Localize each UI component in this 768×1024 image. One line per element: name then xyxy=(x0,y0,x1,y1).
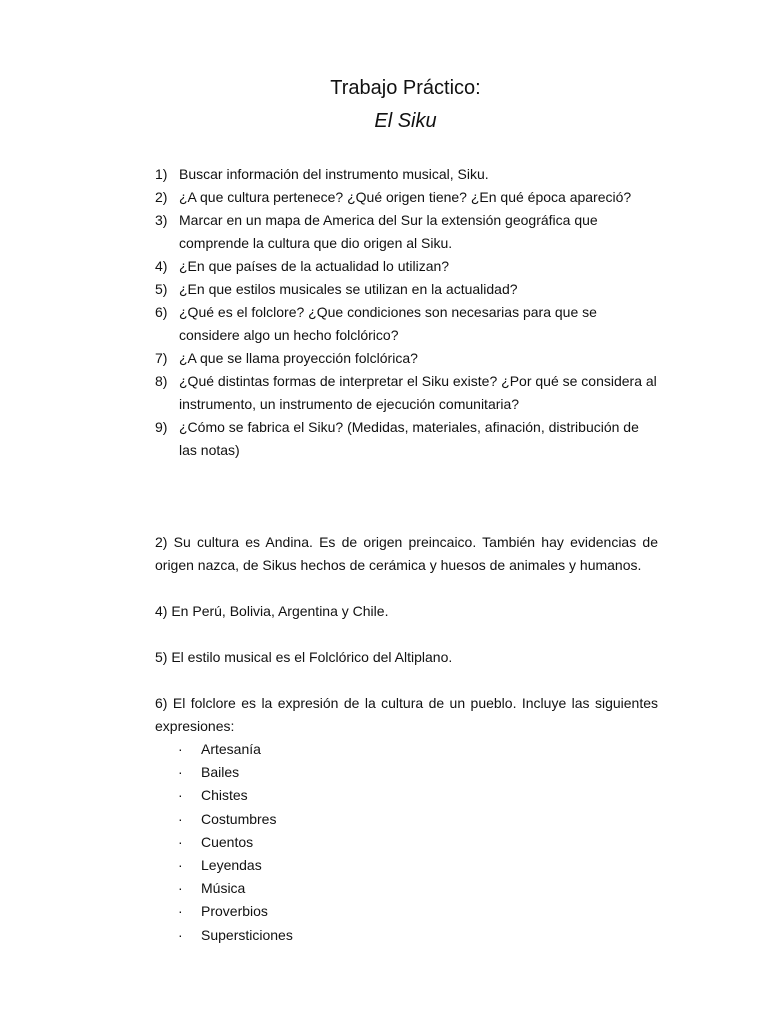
question-item xyxy=(155,255,660,278)
list-item-text: Cuentos xyxy=(201,833,254,850)
question-item xyxy=(155,186,660,209)
bullet-icon: · xyxy=(178,833,183,850)
question-number: 6) xyxy=(155,304,168,320)
list-item xyxy=(155,808,658,831)
bullet-icon: · xyxy=(178,764,183,781)
list-item-text: Costumbres xyxy=(201,810,277,827)
question-text: ¿En que estilos musicales se utilizan en la actualidad? xyxy=(179,281,518,297)
question-item xyxy=(155,301,660,347)
bullet-icon: · xyxy=(178,926,183,943)
list-item xyxy=(155,900,658,923)
list-item-text: Bailes xyxy=(201,764,240,781)
list-item-text: Proverbios xyxy=(201,903,268,920)
bullet-icon: · xyxy=(178,787,183,804)
question-text: ¿A que cultura pertenece? ¿Qué origen tiene? ¿En qué época apareció? xyxy=(179,189,632,205)
list-item-text: Supersticiones xyxy=(201,926,293,943)
question-text: Marcar en un mapa de America del Sur la extensión geográfica que comprende la cultura que dio origen al Siku. xyxy=(179,212,598,251)
question-text: ¿Qué distintas formas de interpretar el Siku existe? ¿Por qué se considera al instrumento, un instrumento de ejecución comunitaria? xyxy=(179,373,657,412)
question-item xyxy=(155,416,660,462)
question-number: 5) xyxy=(155,281,168,297)
question-number: 8) xyxy=(155,373,168,389)
document-title: Trabajo Práctico: xyxy=(330,77,481,99)
list-item xyxy=(155,854,658,877)
bullet-icon: · xyxy=(178,857,183,874)
list-item-text: Chistes xyxy=(201,787,248,804)
question-number: 2) xyxy=(155,189,168,205)
question-text: ¿Qué es el folclore? ¿Que condiciones son necesarias para que se considere algo un hecho folclórico? xyxy=(179,304,597,343)
folklore-expressions-list xyxy=(155,738,658,947)
answer-2: 2) Su cultura es Andina. Es de origen preincaico. También hay evidencias de origen nazca, de Sikus hechos de cerámica y huesos de animales y humanos. xyxy=(155,534,658,573)
answer-6: 6) El folclore es la expresión de la cultura de un pueblo. Incluye las siguientes expresiones: xyxy=(155,695,658,734)
list-item xyxy=(155,761,658,784)
question-item xyxy=(155,209,660,255)
question-item xyxy=(155,370,660,416)
list-item-text: Música xyxy=(201,880,246,897)
question-text: Buscar información del instrumento musical, Siku. xyxy=(179,166,489,182)
question-number: 7) xyxy=(155,350,168,366)
questions-list xyxy=(155,163,660,462)
bullet-icon: · xyxy=(178,741,183,757)
list-item-text: Artesanía xyxy=(201,741,261,757)
question-number: 9) xyxy=(155,419,168,435)
question-text: ¿En que países de la actualidad lo utilizan? xyxy=(179,258,450,274)
list-item xyxy=(155,831,658,854)
question-text: ¿Cómo se fabrica el Siku? (Medidas, materiales, afinación, distribución de las notas) xyxy=(179,419,639,458)
bullet-icon: · xyxy=(178,903,183,920)
question-item xyxy=(155,278,660,301)
document-subtitle: El Siku xyxy=(374,110,437,132)
bullet-icon: · xyxy=(178,880,183,897)
answers-section xyxy=(155,531,658,947)
bullet-icon: · xyxy=(178,810,183,827)
question-number: 4) xyxy=(155,258,168,274)
answer-5: 5) El estilo musical es el Folclórico del Altiplano. xyxy=(155,649,453,665)
question-number: 3) xyxy=(155,212,168,228)
list-item-text: Leyendas xyxy=(201,857,262,874)
answer-4: 4) En Perú, Bolivia, Argentina y Chile. xyxy=(155,603,389,619)
question-item xyxy=(155,163,660,186)
list-item xyxy=(155,784,658,807)
list-item xyxy=(155,924,658,947)
list-item xyxy=(155,738,658,761)
question-item xyxy=(155,347,660,370)
question-text: ¿A que se llama proyección folclórica? xyxy=(179,350,418,366)
question-number: 1) xyxy=(155,166,168,182)
list-item xyxy=(155,877,658,900)
